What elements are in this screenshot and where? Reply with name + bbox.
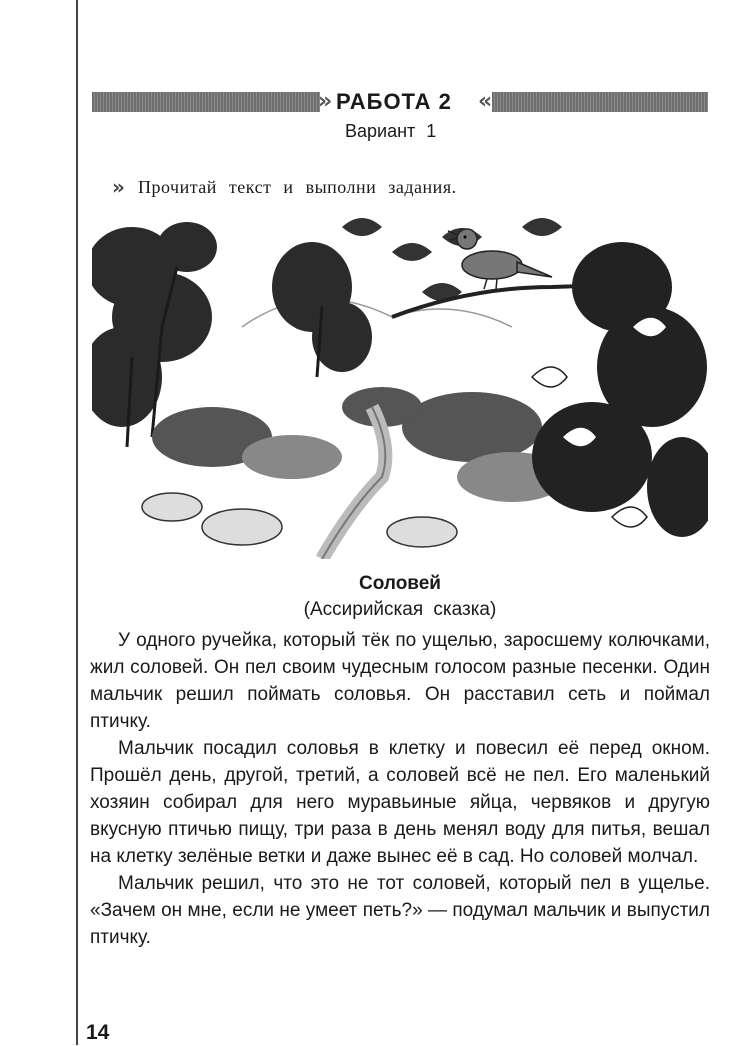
page-number: 14	[86, 1021, 110, 1044]
chevron-left-icon: «	[478, 89, 493, 114]
header-band-right	[492, 92, 708, 112]
story-text	[90, 627, 710, 951]
instruction-marker-icon: »	[112, 175, 125, 199]
story-paragraph: Мальчик решил, что это не тот соловей, который пел в ущелье. «Зачем он мне, если не умеет петь?» — подумал мальчик и выпустил птичку.	[90, 873, 710, 948]
instruction-text: Прочитай текст и выполни задания.	[138, 177, 457, 197]
story-title: Соловей	[359, 573, 441, 594]
chevron-right-icon: »	[318, 89, 333, 114]
page-margin-line	[76, 0, 78, 1045]
story-paragraph: Мальчик посадил соловья в клетку и повесил её перед окном. Прошёл день, другой, третий, а соловей всё не пел. Его маленький хозяин собирал для него муравьиные яйца, червяков и другую вкусную птичью пищу, три раза в день менял воду для питья, вешал на клетку зелёные ветки и даже вынес её в сад. Но соловей молчал.	[90, 738, 710, 867]
story-paragraph: У одного ручейка, который тёк по ущелью, заросшему колючками, жил соловей. Он пел своим чудесным голосом разные песенки. Один мальчик решил поймать соловья. Он расставил сеть и поймал птичку.	[90, 630, 710, 732]
story-subtitle: (Ассирийская сказка)	[303, 599, 497, 620]
header-band-left	[92, 92, 320, 112]
variant-label: Вариант 1	[345, 121, 437, 141]
bird-on-branch-forest-illustration	[92, 207, 708, 559]
work-title: РАБОТА 2	[336, 89, 452, 114]
